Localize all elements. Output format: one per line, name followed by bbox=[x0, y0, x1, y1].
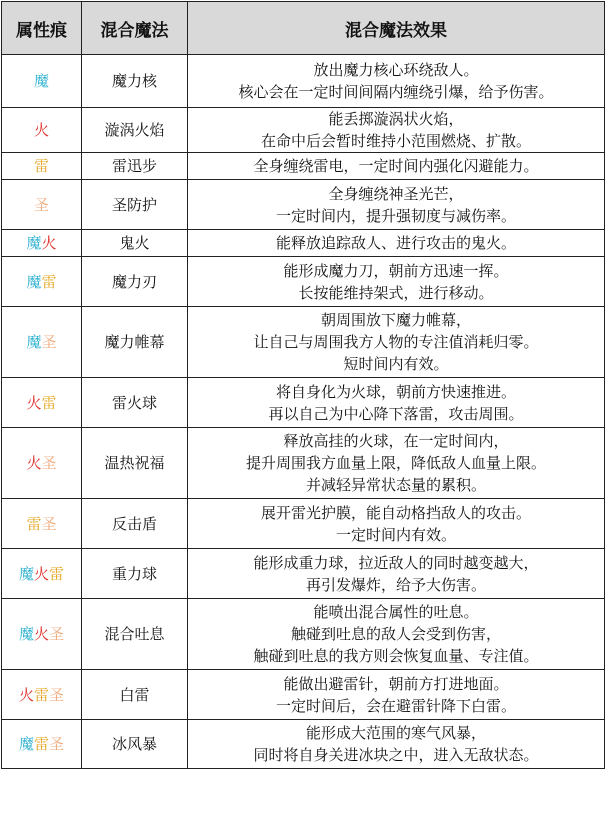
effect-line: 提升周围我方血量上限，降低敌人血量上限。 bbox=[245, 454, 546, 472]
trait-glyph: 圣 bbox=[49, 625, 65, 643]
trait-cell bbox=[2, 720, 82, 769]
trait-glyph: 魔 bbox=[33, 72, 49, 90]
trait-glyph: 魔 bbox=[26, 234, 42, 252]
effect-line: 将自身化为火球，朝前方快速推进。 bbox=[275, 382, 516, 401]
spell-name: 温热祝福 bbox=[82, 428, 188, 499]
trait-glyph: 魔 bbox=[18, 625, 34, 643]
header-trait: 属性痕 bbox=[2, 2, 82, 55]
table-row bbox=[2, 428, 605, 499]
mixed-magic-table bbox=[1, 1, 605, 769]
table-body bbox=[2, 55, 605, 769]
trait-cell bbox=[2, 108, 82, 153]
trait-glyph: 圣 bbox=[41, 454, 57, 472]
effect-line: 能形成重力球，拉近敌人的同时越变越大， bbox=[253, 553, 539, 572]
trait-glyph: 火 bbox=[26, 393, 42, 412]
effect-cell bbox=[188, 180, 605, 230]
header-spell: 混合魔法 bbox=[82, 2, 188, 55]
spell-name: 混合吐息 bbox=[82, 599, 188, 670]
trait-glyph: 雷 bbox=[41, 393, 57, 412]
effect-line: 能形成魔力刀，朝前方迅速一挥。 bbox=[283, 261, 509, 280]
trait-glyph: 火 bbox=[33, 625, 49, 643]
trait-glyph: 火 bbox=[33, 121, 49, 139]
trait-glyph: 雷 bbox=[49, 564, 65, 583]
trait-glyph: 圣 bbox=[41, 333, 57, 351]
trait-glyph: 圣 bbox=[49, 735, 65, 753]
header-row bbox=[2, 2, 605, 55]
table-row bbox=[2, 257, 605, 307]
trait-cell bbox=[2, 153, 82, 180]
effect-line: 长按能维持架式，进行移动。 bbox=[298, 283, 494, 302]
spell-name: 反击盾 bbox=[82, 499, 188, 549]
table-row bbox=[2, 599, 605, 670]
effect-line: 朝周围放下魔力帷幕， bbox=[320, 311, 471, 329]
spell-name: 冰风暴 bbox=[82, 720, 188, 769]
effect-line: 一定时间内有效。 bbox=[335, 525, 456, 544]
effect-cell bbox=[188, 499, 605, 549]
spell-name: 魔力刃 bbox=[82, 257, 188, 307]
trait-cell bbox=[2, 549, 82, 599]
effect-line: 全身缠绕雷电，一定时间内强化闪避能力。 bbox=[253, 157, 539, 175]
effect-line: 短时间内有效。 bbox=[343, 355, 449, 373]
effect-cell bbox=[188, 428, 605, 499]
trait-glyph: 雷 bbox=[33, 685, 49, 704]
effect-line: 全身缠绕神圣光芒， bbox=[328, 184, 464, 203]
trait-cell bbox=[2, 180, 82, 230]
trait-glyph: 圣 bbox=[33, 195, 49, 214]
trait-glyph: 魔 bbox=[26, 333, 42, 351]
spell-name: 圣防护 bbox=[82, 180, 188, 230]
effect-cell bbox=[188, 549, 605, 599]
table-row bbox=[2, 499, 605, 549]
table-row bbox=[2, 720, 605, 769]
table-row bbox=[2, 180, 605, 230]
trait-glyph: 火 bbox=[18, 685, 34, 704]
effect-cell bbox=[188, 720, 605, 769]
effect-line: 能形成大范围的寒气风暴， bbox=[305, 724, 486, 742]
trait-glyph: 雷 bbox=[26, 514, 42, 533]
effect-line: 能喷出混合属性的吐息。 bbox=[313, 603, 479, 621]
effect-line: 再以自己为中心降下落雷，攻击周围。 bbox=[268, 404, 524, 423]
trait-glyph: 火 bbox=[33, 564, 49, 583]
spell-name: 魔力核 bbox=[82, 55, 188, 108]
effect-line: 能做出避雷针，朝前方打进地面。 bbox=[283, 674, 509, 693]
header-effect: 混合魔法效果 bbox=[188, 2, 605, 55]
effect-line: 核心会在一定时间间隔内缠绕引爆，给予伤害。 bbox=[238, 83, 554, 101]
trait-cell bbox=[2, 307, 82, 378]
spell-name: 漩涡火焰 bbox=[82, 108, 188, 153]
trait-glyph: 圣 bbox=[41, 514, 57, 533]
effect-line: 释放高挂的火球，在一定时间内， bbox=[283, 432, 509, 450]
spell-name: 重力球 bbox=[82, 549, 188, 599]
trait-glyph: 魔 bbox=[18, 564, 34, 583]
table-row bbox=[2, 549, 605, 599]
effect-line: 能丢掷漩涡状火焰， bbox=[328, 110, 464, 128]
table-row bbox=[2, 378, 605, 428]
effect-line: 触碰到吐息的敌人会受到伤害， bbox=[290, 625, 501, 643]
effect-cell bbox=[188, 307, 605, 378]
trait-glyph: 雷 bbox=[41, 272, 57, 291]
trait-cell bbox=[2, 257, 82, 307]
trait-cell bbox=[2, 55, 82, 108]
spell-name: 鬼火 bbox=[82, 230, 188, 257]
effect-cell bbox=[188, 153, 605, 180]
effect-line: 能释放追踪敌人、进行攻击的鬼火。 bbox=[275, 234, 516, 252]
effect-line: 一定时间内，提升强韧度与减伤率。 bbox=[275, 206, 516, 225]
table-row bbox=[2, 153, 605, 180]
effect-line: 并减轻异常状态量的累积。 bbox=[305, 476, 486, 494]
effect-cell bbox=[188, 599, 605, 670]
table-row bbox=[2, 55, 605, 108]
trait-glyph: 雷 bbox=[33, 157, 49, 175]
spell-name: 白雷 bbox=[82, 670, 188, 720]
effect-line: 触碰到吐息的我方则会恢复血量、专注值。 bbox=[253, 647, 539, 665]
effect-cell bbox=[188, 670, 605, 720]
effect-cell bbox=[188, 55, 605, 108]
trait-glyph: 雷 bbox=[33, 735, 49, 753]
trait-cell bbox=[2, 599, 82, 670]
table-row bbox=[2, 230, 605, 257]
spell-name: 魔力帷幕 bbox=[82, 307, 188, 378]
trait-glyph: 魔 bbox=[18, 735, 34, 753]
effect-line: 再引发爆炸，给予大伤害。 bbox=[305, 575, 486, 594]
table-row bbox=[2, 108, 605, 153]
trait-cell bbox=[2, 378, 82, 428]
trait-cell bbox=[2, 230, 82, 257]
trait-glyph: 魔 bbox=[26, 272, 42, 291]
table-row bbox=[2, 670, 605, 720]
effect-line: 一定时间后，会在避雷针降下白雷。 bbox=[275, 696, 516, 715]
effect-line: 同时将自身关进冰块之中，进入无敌状态。 bbox=[253, 746, 539, 764]
trait-glyph: 火 bbox=[26, 454, 42, 472]
trait-cell bbox=[2, 499, 82, 549]
effect-cell bbox=[188, 378, 605, 428]
effect-cell bbox=[188, 230, 605, 257]
effect-line: 展开雷光护膜，能自动格挡敌人的攻击。 bbox=[260, 503, 531, 522]
trait-glyph: 火 bbox=[41, 234, 57, 252]
trait-cell bbox=[2, 670, 82, 720]
effect-cell bbox=[188, 108, 605, 153]
table-row bbox=[2, 307, 605, 378]
trait-glyph: 圣 bbox=[49, 685, 65, 704]
spell-name: 雷火球 bbox=[82, 378, 188, 428]
effect-line: 让自己与周围我方人物的专注值消耗归零。 bbox=[253, 333, 539, 351]
trait-cell bbox=[2, 428, 82, 499]
effect-cell bbox=[188, 257, 605, 307]
effect-line: 放出魔力核心环绕敌人。 bbox=[313, 61, 479, 79]
effect-line: 在命中后会暂时维持小范围燃烧、扩散。 bbox=[260, 132, 531, 150]
spell-name: 雷迅步 bbox=[82, 153, 188, 180]
